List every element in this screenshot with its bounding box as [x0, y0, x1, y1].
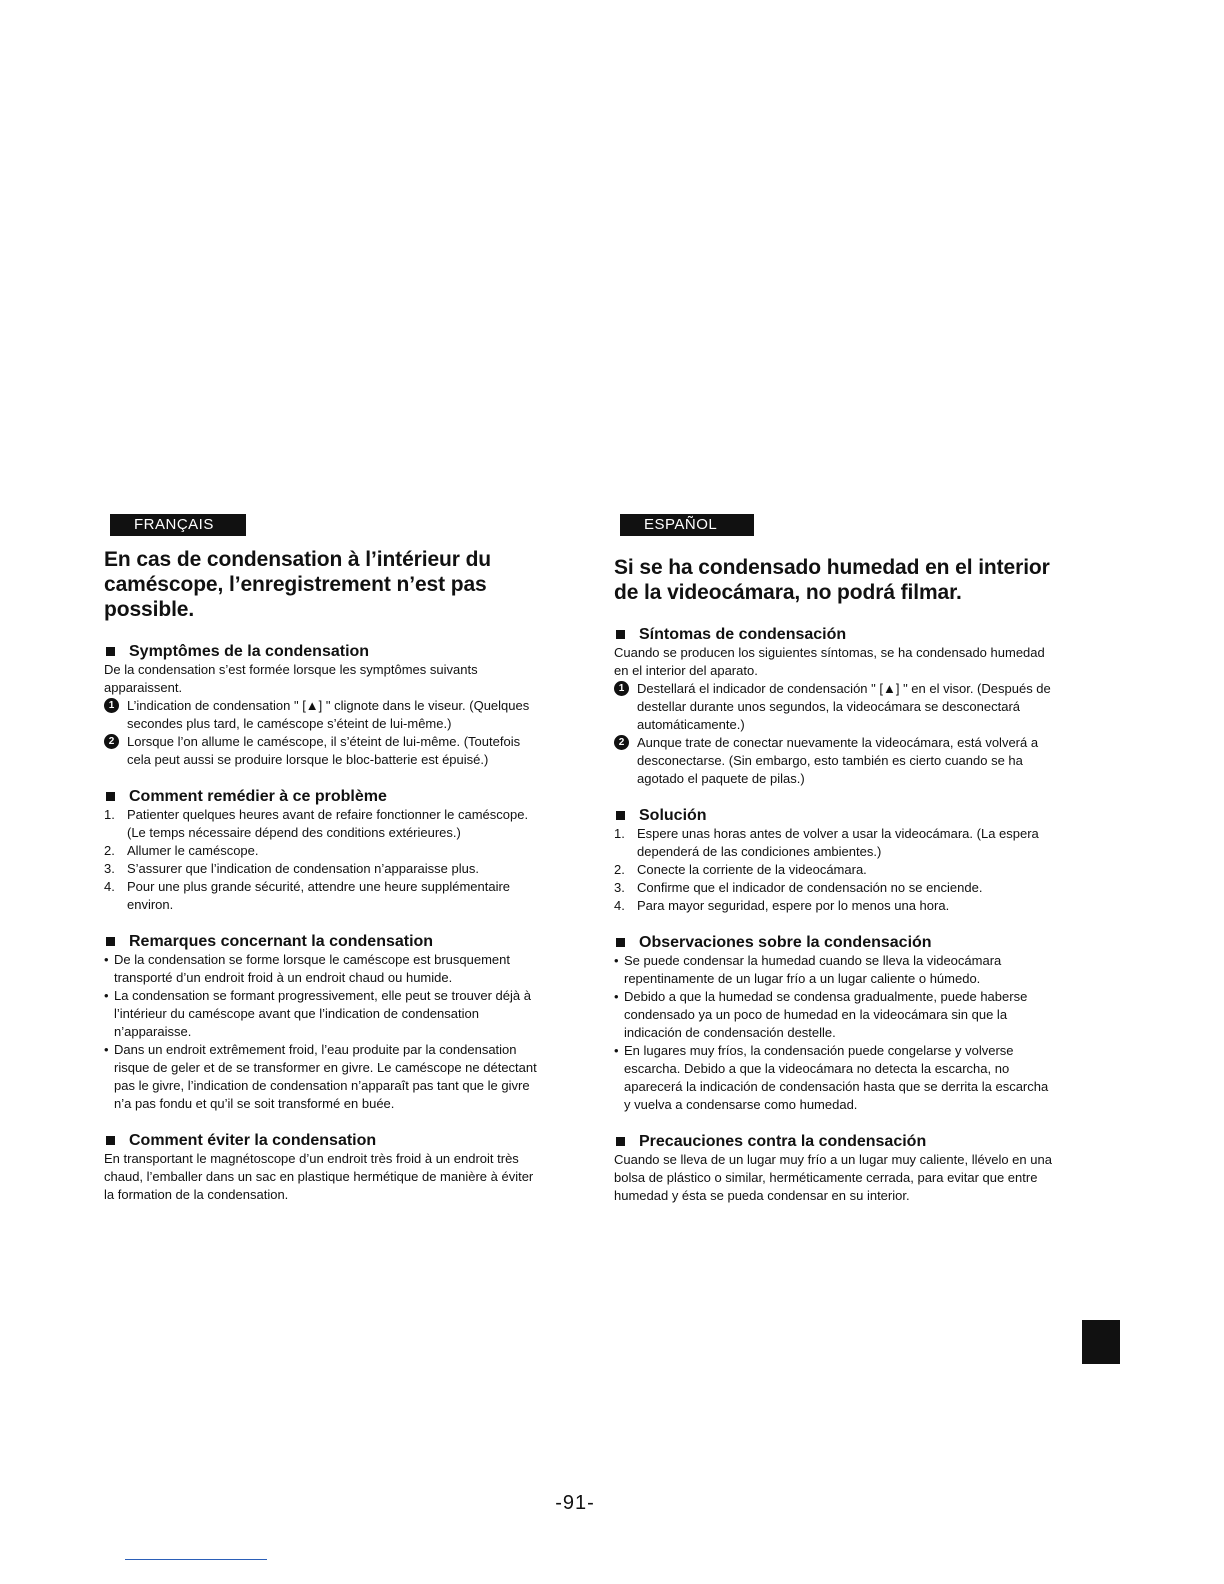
spanish-section-observations-title: Observaciones sobre la condensación [614, 933, 1054, 952]
spanish-symptom-item: 2 Aunque trate de conectar nuevamente la videocámara, está volverá a desconectarse. (Sin embargo, esto también es cierto cuando se ha agotado el paquete de pilas.) [614, 734, 1054, 788]
french-section-remarks [104, 932, 538, 1113]
square-bullet-icon [106, 647, 115, 656]
bullet-dot-icon: • [104, 1042, 109, 1057]
circled-number-icon: 1 [614, 681, 629, 696]
circled-number-icon: 2 [614, 735, 629, 750]
page-number: -91- [555, 1492, 595, 1514]
section-edge-tab [1082, 1320, 1120, 1364]
french-section-symptoms-title: Symptômes de la condensation [104, 642, 538, 661]
bottom-divider [125, 1559, 267, 1560]
square-bullet-icon [106, 792, 115, 801]
spanish-section-solution-title: Solución [614, 806, 1054, 825]
french-remark-item: • La condensation se formant progressivement, elle peut se trouver déjà à l’intérieur du caméscope avant que l’indication de condensation n’apparaisse. [104, 988, 531, 1039]
circled-number-icon: 1 [104, 698, 119, 713]
french-section-remedy [104, 787, 538, 914]
spanish-symptom-item: 1 Destellará el indicador de condensación " [▲] " en el visor. (Después de destellar durante unos segundos, la videocámara se desconectará automáticamente.) [614, 680, 1054, 734]
language-badge-spanish: ESPAÑOL [620, 514, 754, 536]
spanish-solution-step: 1. Espere unas horas antes de volver a usar la videocámara. (La espera dependerá de las condiciones ambientes.) [614, 826, 1039, 859]
french-column [104, 514, 538, 1204]
spanish-section-solution [614, 806, 1054, 915]
square-bullet-icon [106, 1136, 115, 1145]
french-section-prevention-title: Comment éviter la condensation [104, 1131, 538, 1150]
square-bullet-icon [616, 1137, 625, 1146]
bullet-dot-icon: • [614, 989, 619, 1004]
spanish-section-precautions-title: Precauciones contra la condensación [614, 1132, 1054, 1151]
french-symptom-item: 1 L’indication de condensation " [▲] " clignote dans le viseur. (Quelques secondes plus tard, le caméscope s’éteint de lui-même.) [104, 697, 538, 733]
bullet-dot-icon: • [104, 988, 109, 1003]
square-bullet-icon [106, 937, 115, 946]
spanish-symptoms-intro: Cuando se producen los siguientes síntomas, se ha condensado humedad en el interior del aparato. [614, 645, 1045, 678]
french-section-prevention [104, 1131, 538, 1204]
bullet-dot-icon: • [104, 952, 109, 967]
bullet-dot-icon: • [614, 953, 619, 968]
french-symptom-item: 2 Lorsque l’on allume le caméscope, il s’éteint de lui-même. (Toutefois cela peut aussi se produire lorsque le bloc-batterie est épuisé.) [104, 733, 538, 769]
spanish-observation-item: • En lugares muy fríos, la condensación puede congelarse y volverse escarcha. Debido a que la videocámara no detecta la escarcha, no aparecerá la indicación de condensación hasta que se derrita la escarcha y vuelva a condensarse como humedad. [614, 1043, 1049, 1112]
french-remedy-step: 2. Allumer le caméscope. [104, 843, 259, 858]
spanish-precautions-text: Cuando se lleva de un lugar muy frío a un lugar muy caliente, llévelo en una bolsa de plástico o similar, herméticamente cerrada, para evitar que entre humedad y ésta se pueda condensar en su interior. [614, 1152, 1052, 1203]
spanish-solution-step: 3. Confirme que el indicador de condensación no se enciende. [614, 880, 983, 895]
french-remark-item: • Dans un endroit extrêmement froid, l’eau produite par la condensation risque de geler et de se transformer en givre. Le caméscope ne détectant pas le givre, l’indication de condensation n’apparaît pas tant que le givre n’a pas fondu et qu’il se soit transformé en buée. [104, 1042, 537, 1111]
circled-number-icon: 2 [104, 734, 119, 749]
french-remedy-step: 1. Patienter quelques heures avant de refaire fonctionner le caméscope. (Le temps nécessaire dépend des conditions extérieures.) [104, 807, 529, 840]
spanish-section-observations [614, 933, 1054, 1114]
spanish-main-title: Si se ha condensado humedad en el interior de la videocámara, no podrá filmar. [614, 556, 1050, 604]
french-remedy-step: 4. Pour une plus grande sécurité, attendre une heure supplémentaire environ. [104, 879, 511, 912]
spanish-section-symptoms-title: Síntomas de condensación [614, 625, 1054, 644]
french-main-title: En cas de condensation à l’intérieur du caméscope, l’enregistrement n’est pas possible. [104, 548, 492, 621]
french-section-remedy-title: Comment remédier à ce problème [104, 787, 538, 806]
french-remark-item: • De la condensation se forme lorsque le caméscope est brusquement transporté d’un endroit froid à un endroit chaud ou humide. [104, 952, 510, 985]
spanish-solution-step: 4. Para mayor seguridad, espere por lo menos una hora. [614, 898, 950, 913]
spanish-column [614, 514, 1054, 1205]
square-bullet-icon [616, 811, 625, 820]
spanish-section-precautions [614, 1132, 1054, 1205]
square-bullet-icon [616, 938, 625, 947]
bullet-dot-icon: • [614, 1043, 619, 1058]
french-prevention-text: En transportant le magnétoscope d’un endroit très froid à un endroit très chaud, l’emballer dans un sac en plastique hermétique de manière à éviter la formation de la condensation. [104, 1151, 534, 1202]
spanish-solution-step: 2. Conecte la corriente de la videocámara. [614, 862, 867, 877]
language-badge-french: FRANÇAIS [110, 514, 246, 536]
spanish-observation-item: • Debido a que la humedad se condensa gradualmente, puede haberse condensado ya un poco de humedad en la videocámara sin que la indicación de condensación destelle. [614, 989, 1028, 1040]
square-bullet-icon [616, 630, 625, 639]
french-remedy-step: 3. S’assurer que l’indication de condensation n’apparaisse plus. [104, 861, 479, 876]
french-section-symptoms [104, 642, 538, 769]
french-symptoms-intro: De la condensation s’est formée lorsque les symptômes suivants apparaissent. [104, 662, 478, 695]
spanish-observation-item: • Se puede condensar la humedad cuando se lleva la videocámara repentinamente de un lugar frío a un lugar caliente o húmedo. [614, 953, 1002, 986]
french-section-remarks-title: Remarques concernant la condensation [104, 932, 538, 951]
spanish-section-symptoms [614, 625, 1054, 788]
